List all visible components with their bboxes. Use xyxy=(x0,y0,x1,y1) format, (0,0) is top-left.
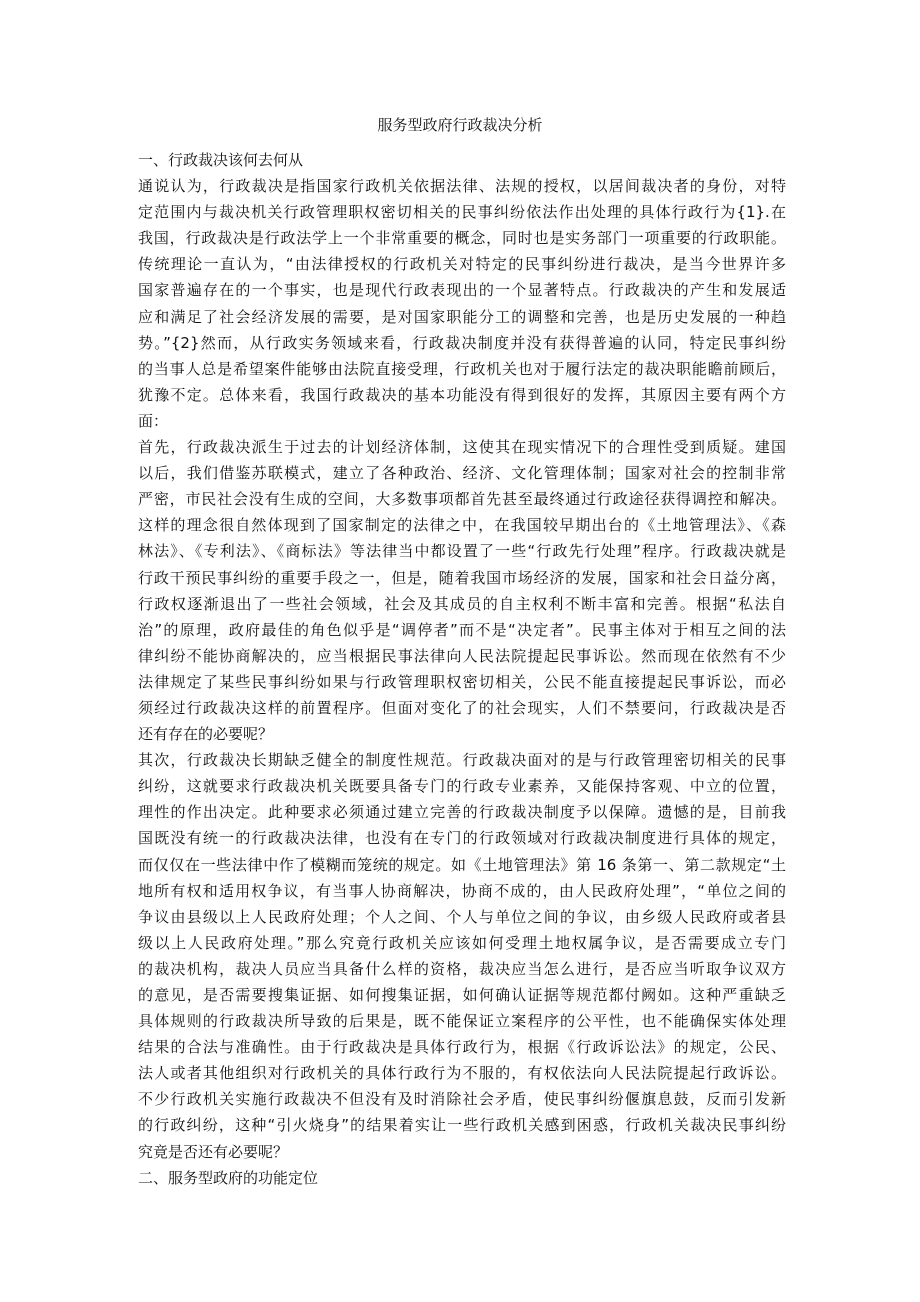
text-line: 的裁决机构，裁决人员应当具备什么样的资格，裁决应当怎么进行，是否应当听取争议双方 xyxy=(138,959,786,978)
text-line: 首先，行政裁决派生于过去的计划经济体制，这使其在现实情况下的合理性受到质疑。建国 xyxy=(138,438,786,457)
text-line: 一、行政裁决该何去何从 xyxy=(138,151,304,169)
text-line: 定范围内与裁决机关行政管理职权密切相关的民事纠纷依法作出处理的具体行政行为{1}.在 xyxy=(138,203,786,222)
text-line: 我国，行政裁决是行政法学上一个非常重要的概念，同时也是实务部门一项重要的行政职能。 xyxy=(138,229,786,248)
text-line: 通说认为，行政裁决是指国家行政机关依据法律、法规的授权，以居间裁决者的身份，对特 xyxy=(138,177,786,196)
text-line: 行政权逐渐退出了一些社会领域，社会及其成员的自主权利不断丰富和完善。根据“私法自 xyxy=(138,594,786,613)
text-line: 结果的合法与准确性。由于行政裁决是具体行政行为，根据《行政诉讼法》的规定，公民、 xyxy=(138,1038,786,1057)
text-line: 法人或者其他组织对行政机关的具体行政行为不服的，有权依法向人民法院提起行政诉讼。 xyxy=(138,1064,786,1083)
text-line: 究竟是否还有必要呢？ xyxy=(138,1142,289,1161)
text-line: 纠纷，这就要求行政裁决机关既要具备专门的行政专业素养，又能保持客观、中立的位置， xyxy=(138,777,786,796)
text-line: 以后，我们借鉴苏联模式，建立了各种政治、经济、文化管理体制；国家对社会的控制非常 xyxy=(138,464,786,483)
text-line: 法律规定了某些民事纠纷如果与行政管理职权密切相关，公民不能直接提起民事诉讼，而必 xyxy=(138,672,786,691)
text-line: 犹豫不定。总体来看，我国行政裁决的基本功能没有得到很好的发挥，其原因主要有两个方 xyxy=(138,385,786,404)
text-line: 这样的理念很自然体现到了国家制定的法律之中，在我国较早期出台的《土地管理法》、《森 xyxy=(138,516,786,535)
document-title: 服务型政府行政裁决分析 xyxy=(377,116,543,134)
text-line: 林法》、《专利法》、《商标法》等法律当中都设置了一些“行政先行处理”程序。行政裁决就是 xyxy=(138,542,786,561)
text-line: 而仅仅在一些法律中作了模糊而笼统的规定。如《土地管理法》第 16 条第一、第二款规定“土 xyxy=(138,855,786,874)
text-line: 争议由县级以上人民政府处理；个人之间、个人与单位之间的争议，由乡级人民政府或者县 xyxy=(138,907,786,926)
paragraph xyxy=(138,434,786,747)
text-line: 不少行政机关实施行政裁决不但没有及时消除社会矛盾，使民事纠纷偃旗息鼓，反而引发新 xyxy=(138,1090,786,1109)
text-line: 国既没有统一的行政裁决法律，也没有在专门的行政领域对行政裁决制度进行具体的规定， xyxy=(138,829,786,848)
text-line: 国家普遍存在的一个事实，也是现代行政表现出的一个显著特点。行政裁决的产生和发展适 xyxy=(138,281,786,300)
text-line: 势。”{2}然而，从行政实务领域来看，行政裁决制度并没有获得普遍的认同，特定民事纠纷 xyxy=(138,333,786,352)
text-line: 治”的原理，政府最佳的角色似乎是“调停者”而不是“决定者”。民事主体对于相互之间的法 xyxy=(138,620,786,639)
text-line: 须经过行政裁决这样的前置程序。但面对变化了的社会现实，人们不禁要问，行政裁决是否 xyxy=(138,698,786,717)
text-line: 的行政纠纷，这种“引火烧身”的结果着实让一些行政机关感到困惑，行政机关裁决民事纠纷 xyxy=(138,1116,786,1135)
text-line: 还有存在的必要呢？ xyxy=(138,725,274,744)
text-line: 的当事人总是希望案件能够由法院直接受理，行政机关也对于履行法定的裁决职能瞻前顾后， xyxy=(138,359,786,378)
paragraph xyxy=(138,747,786,1165)
text-line: 律纠纷不能协商解决的，应当根据民事法律向人民法院提起民事诉讼。然而现在依然有不少 xyxy=(138,646,786,665)
text-line: 二、服务型政府的功能定位 xyxy=(138,1168,319,1187)
text-line: 严密，市民社会没有生成的空间，大多数事项都首先甚至最终通过行政途径获得调控和解决。 xyxy=(138,490,786,509)
text-line: 传统理论一直认为，“由法律授权的行政机关对特定的民事纠纷进行裁决，是当今世界许多 xyxy=(138,255,786,274)
section-heading xyxy=(138,1165,786,1191)
text-line: 其次，行政裁决长期缺乏健全的制度性规范。行政裁决面对的是与行政管理密切相关的民事 xyxy=(138,751,786,770)
section-heading xyxy=(138,147,786,173)
text-line: 面： xyxy=(138,411,169,430)
text-line: 应和满足了社会经济发展的需要，是对国家职能分工的调整和完善，也是历史发展的一种趋 xyxy=(138,307,786,326)
text-line: 的意见，是否需要搜集证据、如何搜集证据，如何确认证据等规范都付阙如。这种严重缺乏 xyxy=(138,986,786,1004)
text-line: 地所有权和适用权争议，有当事人协商解决，协商不成的，由人民政府处理”，“单位之间的 xyxy=(138,881,786,900)
text-line: 具体规则的行政裁决所导致的后果是，既不能保证立案程序的公平性，也不能确保实体处理 xyxy=(138,1012,786,1031)
text-line: 级以上人民政府处理。”那么究竟行政机关应该如何受理土地权属争议，是否需要成立专门 xyxy=(138,933,786,952)
text-line: 理性的作出决定。此种要求必须通过建立完善的行政裁决制度予以保障。遗憾的是，目前我 xyxy=(138,803,786,822)
text-line: 行政干预民事纠纷的重要手段之一，但是，随着我国市场经济的发展，国家和社会日益分离， xyxy=(138,568,786,587)
paragraph xyxy=(138,173,786,434)
document-body xyxy=(138,147,786,1191)
